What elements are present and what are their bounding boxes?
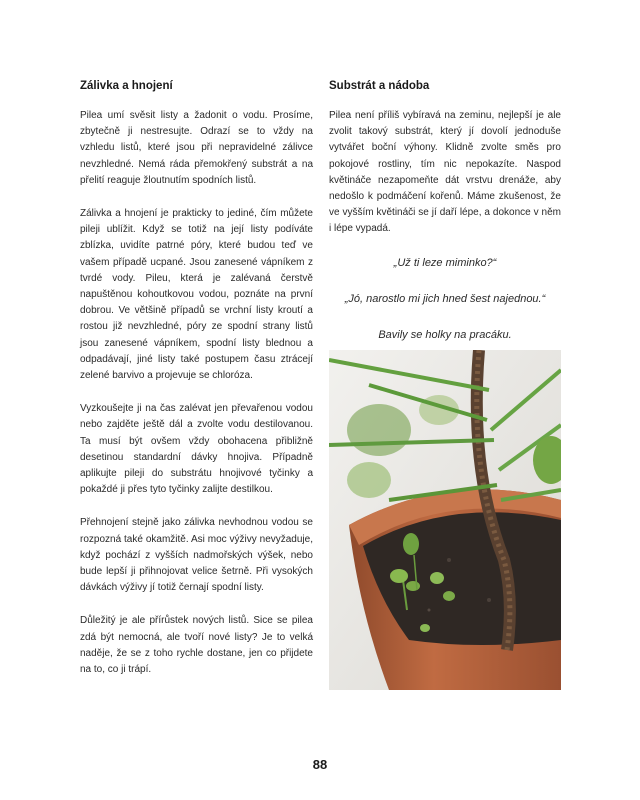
paragraph: Pilea není příliš vybíravá na zeminu, nejlepší je ale zvolit takový substrát, který jí dovolí jednoduše vytvářet boční výhony. Klidně zvolte směs pro pokojové rostliny, tím nic nepokazíte. Naspod květináče nezapomeňte dát vrstvu drenáže, aby nedošlo k podmáčení kořenů. Máme zkušenost, že ve vyšším květináči se jí daří lépe, a dokonce v něm i lépe vypadá. xyxy=(329,110,561,235)
plant-illustration xyxy=(329,350,561,690)
quote-line: Bavily se holky na pracáku. xyxy=(378,328,512,341)
paragraph: Vyzkoušejte ji na čas zalévat jen převařenou vodou nebo zajděte ještě dál a zvolte vodu destilovanou. Ta musí být ovšem vždy obohacena přibližně desetinou standardní dávky hnojiva. Případně aplikujte pileji do substrátu hnojivové tyčinky a pokaždé ji přes tyto tyčinky zalijte destilkou. xyxy=(80,403,313,496)
paragraph: Zálivka a hnojení je prakticky to jediné, čím můžete pileji ublížit. Když se totiž na její listy podíváte zblízka, uvidíte patrné póry, které budou teď ve vašem případě ucpané. Jsou zanesené vápníkem z tvrdé vody. Pileu, která je zalévaná čerstvě napuštěnou kohoutkovou vodou, poznáte na první dobrou. Ve většině případů se vrchní listy kroutí a rostou již nevzhledné, póry ze spodní strany listů jsou zanesené vápníkem, spodní listy blednou a odpadávají, jiné listy také postupem času ztrácejí zelené barvivo a projevuje se chloróza. xyxy=(80,208,313,382)
paragraph: Pilea umí svěsit listy a žadonit o vodu. Prosíme, zbytečně ji nestresujte. Odrazí se to vždy na vzhledu listů, které jsou při nepravidelné zálivce nevzhledné. Nemá ráda přemokřený substrát a na přelití reaguje žloutnutím spodních listů. xyxy=(80,110,313,186)
section-heading-watering: Zálivka a hnojení xyxy=(80,80,173,92)
paragraph: Přehnojení stejně jako zálivka nevhodnou vodou se rozpozná také okamžitě. Asi moc výživy nevyžaduje, když pochází z vyšších nadmořských výšek, nebo bude lepší ji přihnojovat velice šetrně. Při vysokých dávkách výživy jí totiž černají spodní listy. xyxy=(80,517,313,594)
page-number: 88 xyxy=(312,757,328,772)
paragraph: Důležitý je ale přírůstek nových listů. Sice se pilea zdá být nemocná, ale tvoří nové listy? Je to velká naděje, že se z toho rychle dostane, jen co přijdete na to, co ji trápí. xyxy=(80,615,313,676)
right-column xyxy=(329,80,561,363)
section-heading-substrate: Substrát a nádoba xyxy=(329,80,430,92)
dialogue-quotes xyxy=(329,255,561,343)
quote-line: „Už ti leze miminko?“ xyxy=(393,256,497,269)
left-column xyxy=(80,80,313,695)
pilea-plant-photo xyxy=(329,350,561,690)
quote-line: „Jó, narostlo mi jich hned šest najednou.“ xyxy=(344,292,546,305)
